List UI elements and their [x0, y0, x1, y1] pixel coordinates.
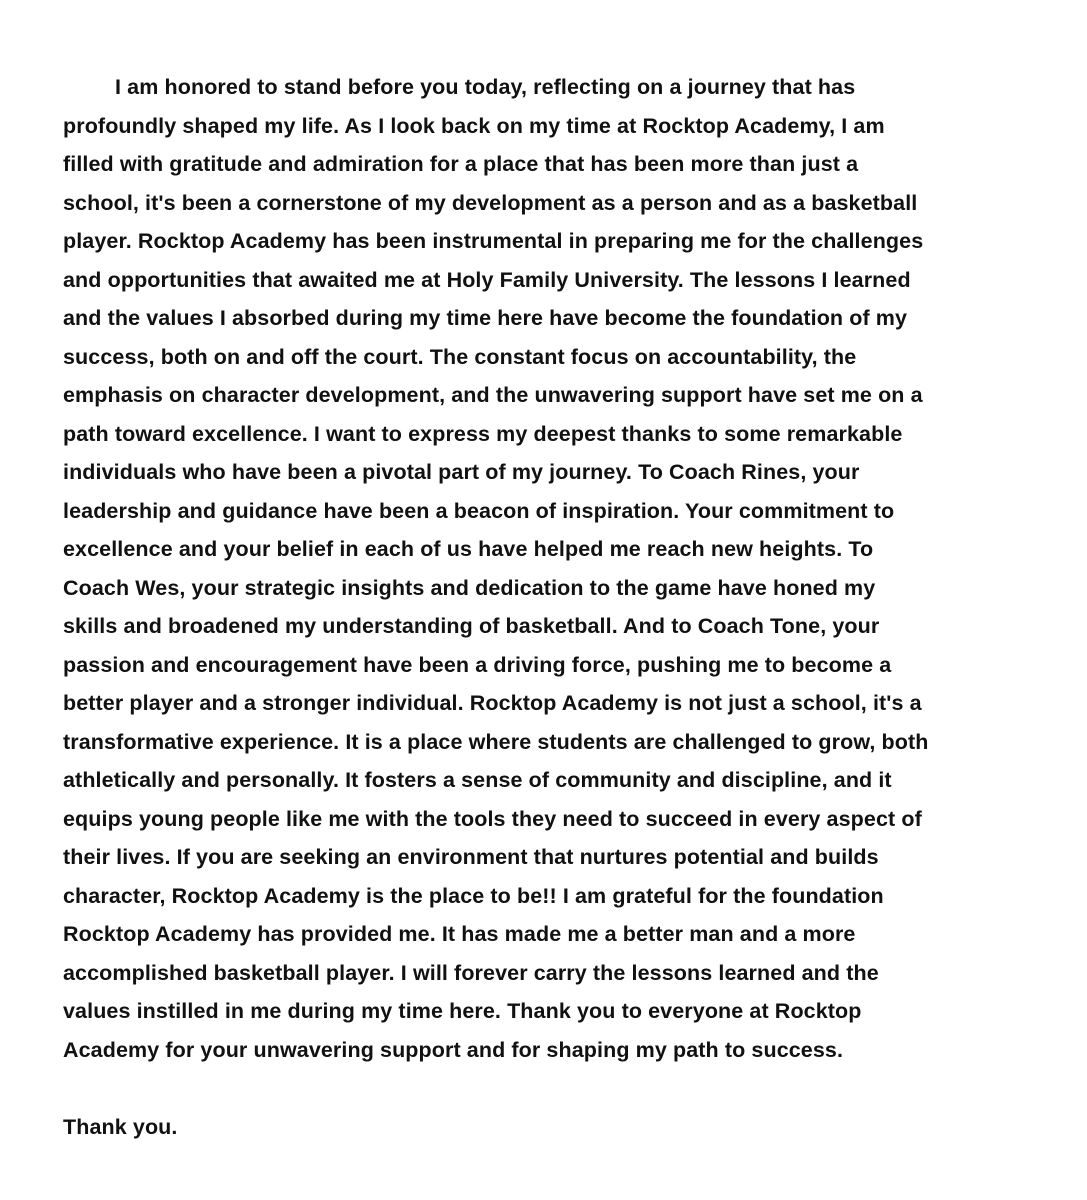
letter-closing: Thank you. — [63, 1114, 178, 1139]
letter-page — [63, 68, 1023, 1146]
letter-body-paragraph: I am honored to stand before you today, reflecting on a journey that has profoundly shaped my life. As I look back on my time at Rocktop Academy, I am filled with gratitude and admiration for a place that has been more than just a school, it's been a cornerstone of my development as a person and as a basketball player. Rocktop Academy has been instrumental in preparing me for the challenges and opportunities that awaited me at Holy Family University. The lessons I learned and the values I absorbed during my time here have become the foundation of my success, both on and off the court. The constant focus on accountability, the emphasis on character development, and the unwavering support have set me on a path toward excellence. I want to express my deepest thanks to some remarkable individuals who have been a pivotal part of my journey. To Coach Rines, your leadership and guidance have been a beacon of inspiration. Your commitment to excellence and your belief in each of us have helped me reach new heights. To Coach Wes, your strategic insights and dedication to the game have honed my skills and broadened my understanding of basketball. And to Coach Tone, your passion and encouragement have been a driving force, pushing me to become a better player and a stronger individual. Rocktop Academy is not just a school, it's a transformative experience. It is a place where students are challenged to grow, both athletically and personally. It fosters a sense of community and discipline, and it equips young people like me with the tools they need to succeed in every aspect of their lives. If you are seeking an environment that nurtures potential and builds character, Rocktop Academy is the place to be!! I am grateful for the foundation Rocktop Academy has provided me. It has made me a better man and a more accomplished basketball player. I will forever carry the lessons learned and the values instilled in me during my time here. Thank you to everyone at Rocktop Academy for your unwavering support and for shaping my path to success. — [63, 75, 929, 1062]
